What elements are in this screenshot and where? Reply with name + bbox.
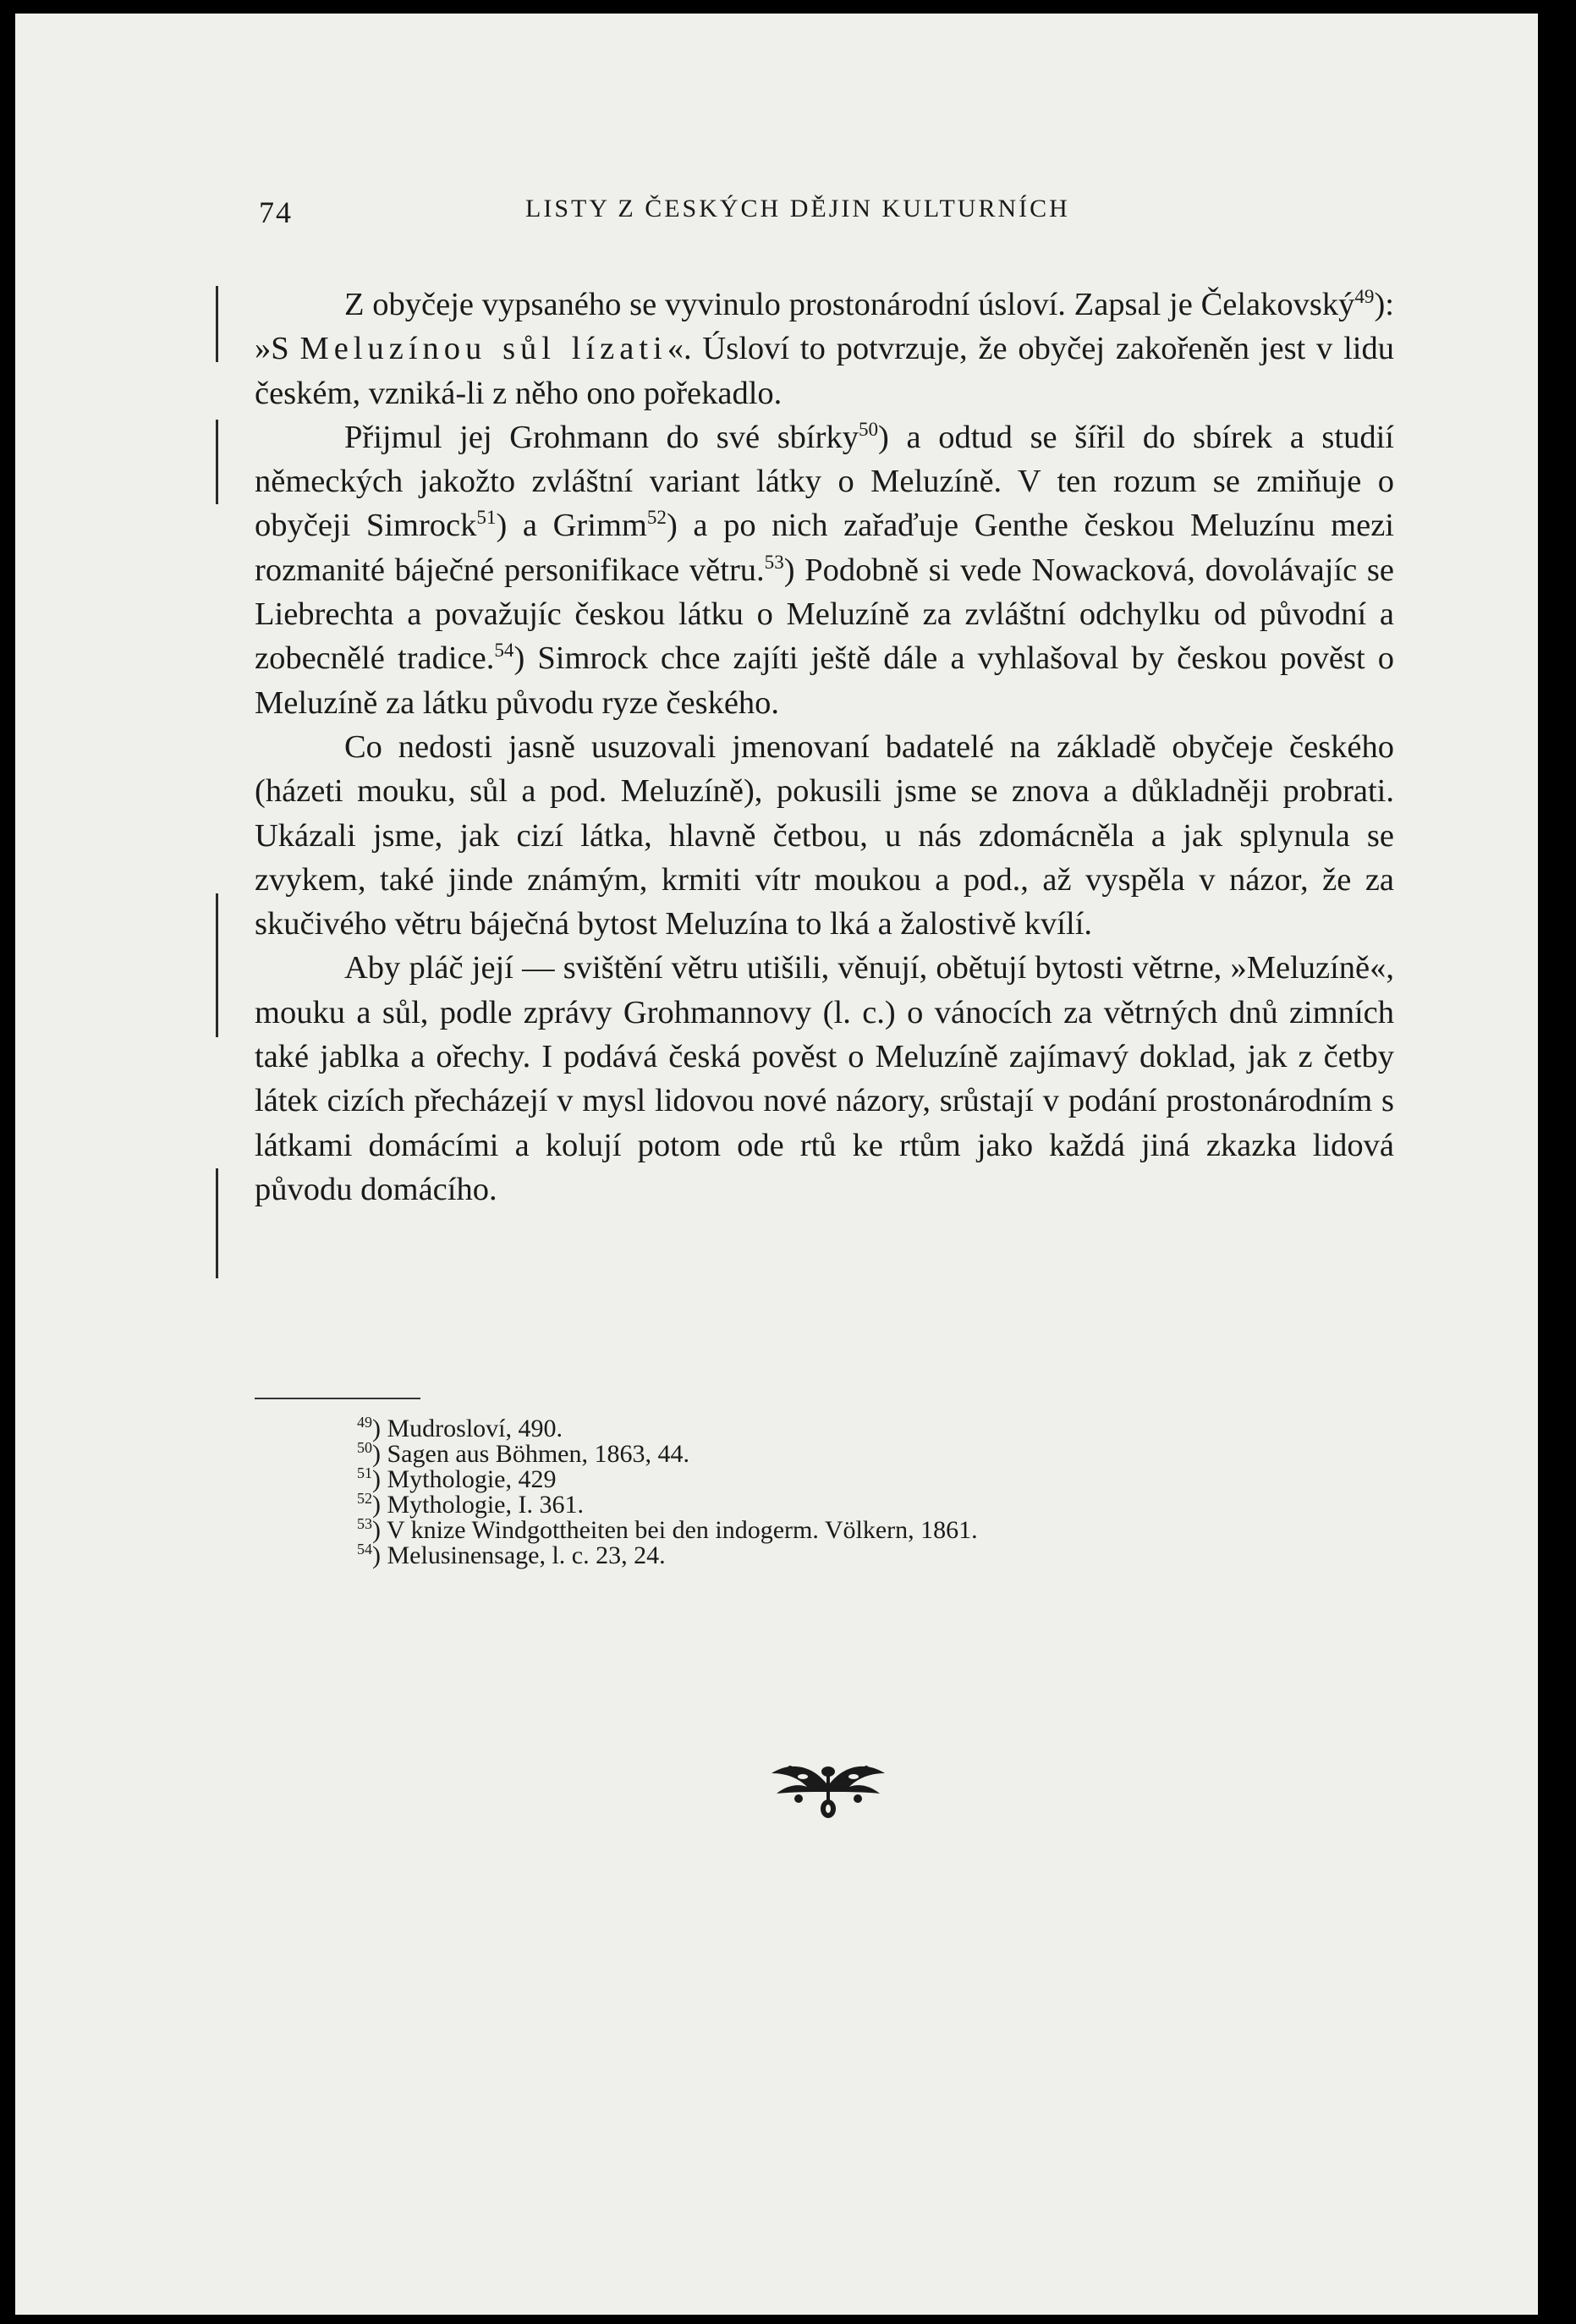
text-run: ) Podobně si vede Nowacková, dovolávajíc se Liebrechta a považujíc českou látku o Meluzíně za zvláštní odchylku od původní a zobecnělé tradice. [255, 552, 1394, 677]
text-run: Přijmul jej Grohmann do své sbírky [344, 419, 859, 455]
floral-ornament-icon [765, 1750, 892, 1826]
body-text [255, 283, 1394, 1211]
paragraph [255, 725, 1394, 946]
footnote: $^{54}$) Melusinensage, l. c. 23, 24. [357, 1541, 666, 1569]
text-run: Aby pláč její — svištění větru utišili, věnují, obětují bytosti větrne, »Meluzíně«, mouku a sůl, podle zprávy Grohmannovy (l. c.) o vánocích za větrných dnů zimních také jablka a ořechy. I podává česká pověst o Meluzíně zajímavý doklad, jak z četby látek cizích přecházejí v mysl lidovou nové názory, srůstají v podání prostonárodním s látkami domácími a kolují potom ode rtů ke rtům jako každá jiná zkazka lidová původu domácího. [255, 950, 1394, 1207]
page-header [259, 195, 1140, 232]
spaced-phrase: Meluzínou sůl lízati [299, 331, 667, 367]
footnote-number: 53 [357, 1515, 372, 1532]
footnote-number: 51 [357, 1464, 372, 1481]
footnote-reference[interactable]: 53 [764, 550, 784, 573]
scan-edge-mark [216, 893, 218, 1037]
footnote-text: Mythologie, I. 361. [387, 1491, 584, 1519]
footnote-text: V knize Windgottheiten bei den indogerm. Völkern, 1861. [386, 1516, 978, 1544]
text-run: ) a Grimm [496, 508, 647, 544]
book-page [15, 14, 1538, 2315]
footnote-reference[interactable]: 54 [494, 639, 514, 662]
footnote-number: 50 [357, 1439, 372, 1456]
page-number: 74 [259, 195, 293, 229]
text-run: «. Úsloví to potvrzuje, že obyčej zakořeněn jest v lidu českém, vzniká-li z něho ono pořekadlo. [255, 331, 1394, 411]
footnote-text: Melusinensage, l. c. 23, 24. [387, 1541, 666, 1569]
footnotes [357, 1416, 1288, 1569]
scan-edge-mark [216, 286, 218, 362]
footnote-text: Mudrosloví, 490. [387, 1415, 563, 1442]
footnote: $^{50}$) Sagen aus Böhmen, 1863, 44. [357, 1439, 689, 1468]
footnote-text: Mythologie, 429 [387, 1465, 557, 1493]
paragraph [255, 946, 1394, 1211]
footnote-text: Sagen aus Böhmen, 1863, 44. [387, 1440, 689, 1468]
text-run: ) a odtud se šířil do sbírek a studií německých jakožto zvláštní variant látky o Meluzíně. V ten rozum se zmiňuje o obyčeji Simrock [255, 419, 1394, 544]
footnote-reference[interactable]: 50 [858, 418, 879, 441]
text-run: ) Simrock chce zajíti ještě dále a vyhlašoval by českou pověst o Meluzíně za látku původu ryze českého. [255, 640, 1394, 721]
scan-edge-mark [216, 420, 218, 504]
footnote: $^{49}$) Mudrosloví, 490. [357, 1414, 563, 1442]
footnote: $^{52}$) Mythologie, I. 361. [357, 1490, 584, 1519]
paragraph [255, 283, 1394, 415]
text-run: Z obyčeje vypsaného se vyvinulo prostonárodní úsloví. Zapsal je Čelakovský [344, 287, 1355, 322]
scan-edge-mark [216, 1168, 218, 1278]
footnote-reference[interactable]: 52 [646, 506, 667, 529]
running-head: LISTY Z ČESKÝCH DĚJIN KULTURNÍCH [525, 195, 1070, 223]
text-run: Co nedosti jasně usuzovali jmenovaní badatelé na základě obyčeje českého (házeti mouku, sůl a pod. Meluzíně), pokusili jsme se znova a důkladněji probrati. Ukázali jsme, jak cizí látka, hlavně četbou, u nás zdomácněla a jak splynula se zvykem, také jinde známým, krmiti vítr moukou a pod., až vyspěla v názor, že za skučivého větru báječná bytost Meluzína to lká a žalostivě kvílí. [255, 728, 1394, 942]
paragraph [255, 415, 1394, 725]
footnote-reference[interactable]: 49 [1354, 285, 1375, 308]
footnote-number: 54 [357, 1541, 372, 1558]
footnote-number: 52 [357, 1490, 372, 1507]
footnote: $^{51}$) Mythologie, 429 [357, 1464, 557, 1493]
footnote-number: 49 [357, 1414, 372, 1431]
footnote: $^{53}$) V knize Windgottheiten bei den indogerm. Völkern, 1861. [357, 1515, 978, 1544]
text-run: ): »S [255, 287, 1394, 367]
footnote-reference[interactable]: 51 [476, 506, 497, 529]
footnote-divider [255, 1398, 420, 1399]
text-run: ) a po nich zařaďuje Genthe českou Meluzínu mezi rozmanité báječné personifikace větru. [255, 508, 1394, 588]
